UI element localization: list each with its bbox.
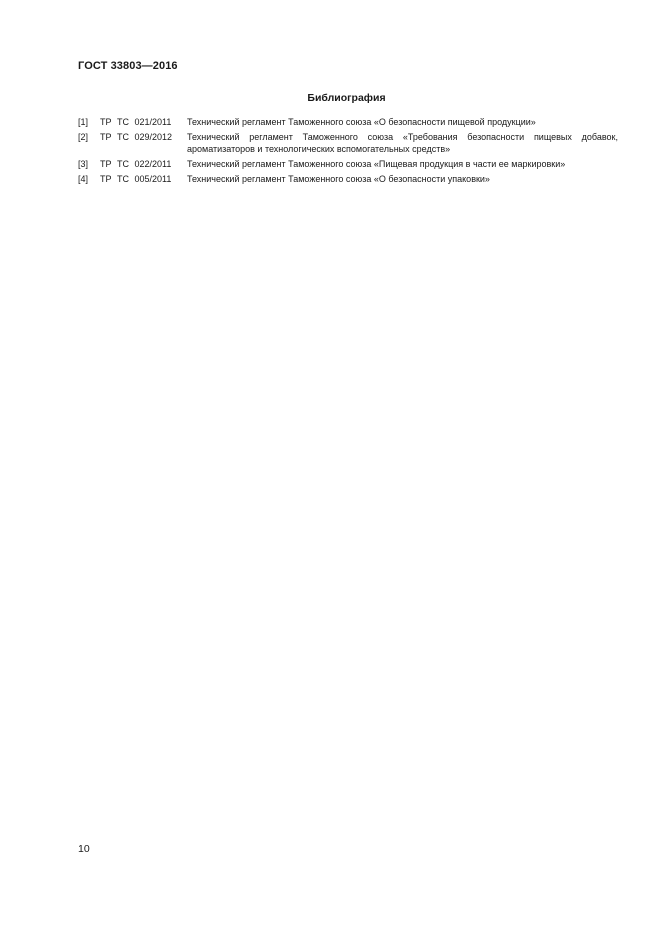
bibliography-entry xyxy=(78,117,618,129)
bibliography-list xyxy=(78,117,618,189)
entry-title: Технический регламент Таможенного союза «Требования безопасности пищевых добавок, ароматизаторов и технологических вспомогательных средств» xyxy=(187,132,618,154)
entry-title: Технический регламент Таможенного союза «О безопасности пищевой продукции» xyxy=(187,117,536,127)
entry-code: ТР ТС 022/2011 xyxy=(100,158,172,169)
entry-number: [1] xyxy=(78,117,89,127)
entry-title: Технический регламент Таможенного союза «Пищевая продукция в части ее маркировки» xyxy=(187,158,566,169)
entry-code: ТР ТС 029/2012 xyxy=(100,132,173,142)
entry-number: [2] xyxy=(78,132,89,142)
entry-number: [4] xyxy=(78,173,89,184)
bibliography-entry xyxy=(78,174,618,186)
bibliography-entry xyxy=(78,159,618,171)
entry-code: ТР ТС 021/2011 xyxy=(100,117,172,127)
bibliography-title: Библиография xyxy=(307,92,386,104)
entry-number: [3] xyxy=(78,158,89,169)
entry-title: Технический регламент Таможенного союза «О безопасности упаковки» xyxy=(187,173,490,184)
standard-code-header: ГОСТ 33803—2016 xyxy=(78,60,178,72)
page-number: 10 xyxy=(78,843,90,855)
entry-code: ТР ТС 005/2011 xyxy=(100,173,172,184)
bibliography-entry xyxy=(78,132,618,155)
